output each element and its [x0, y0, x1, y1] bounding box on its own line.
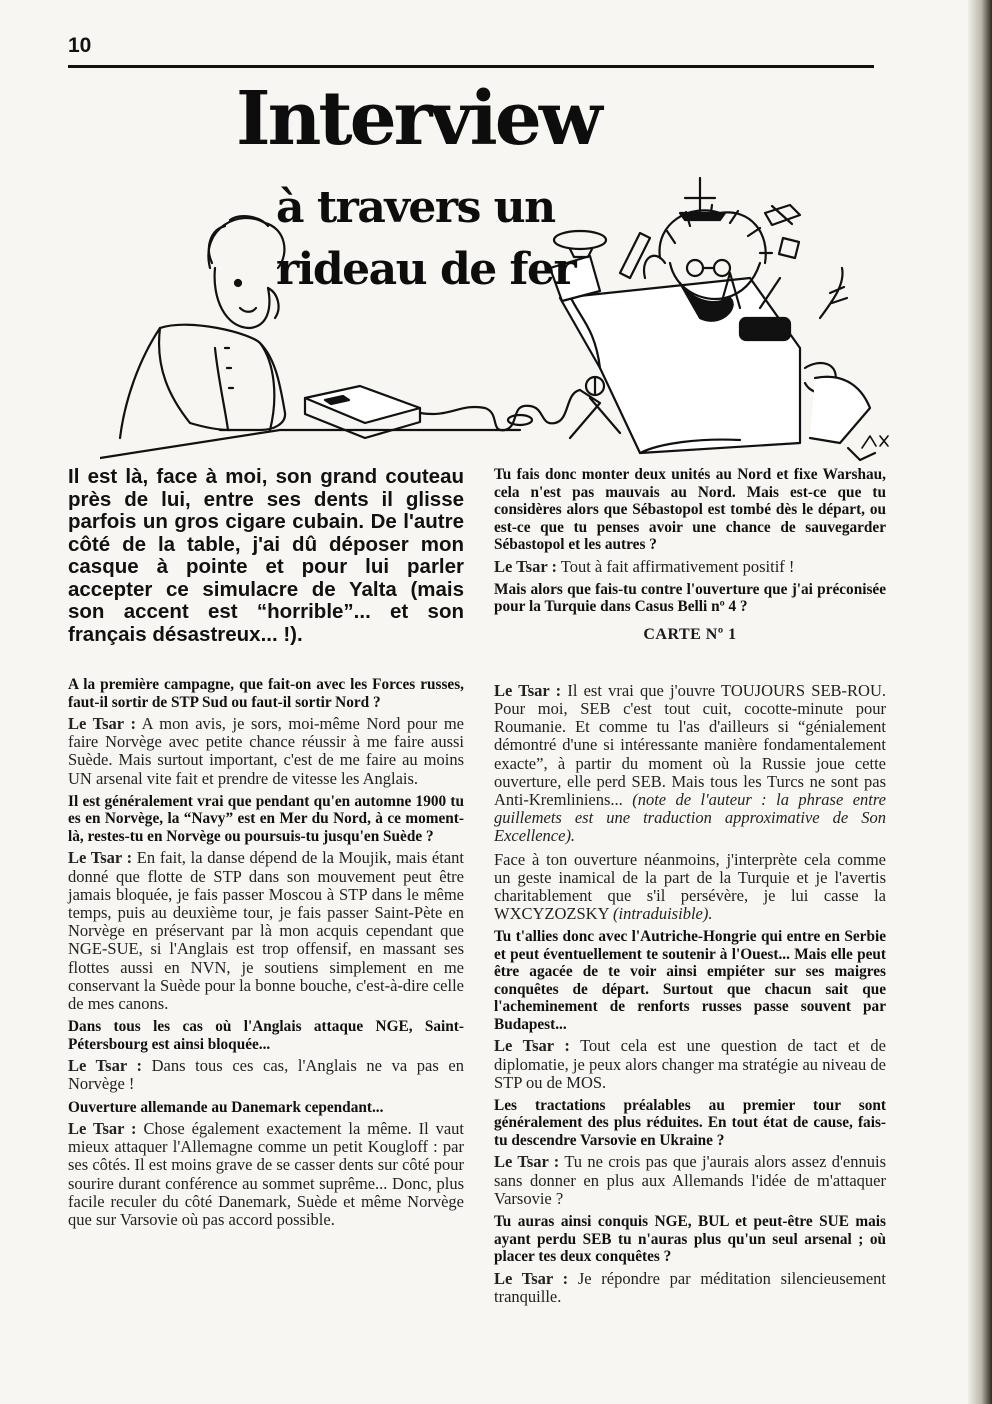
answer — [68, 1057, 464, 1093]
answer-text: Tout cela est une question de tact et de diplomatie, je peux alors changer ma stratégie au niveau de STP ou de MOS. — [494, 1036, 887, 1092]
answer — [494, 1270, 886, 1306]
answer — [494, 1037, 886, 1092]
answer-text: Il est vrai que j'ouvre TOUJOURS SEB-ROU. Pour moi, SEB c'est tout cuit, cocotte-minute pour Roumanie. Et comme tu l'as d'ailleurs si “génialement démontré d'une si intéressante manière fondamentalement exacte”, à partir du moment où la Russie joue cette ouverture, elle perd SEB. Mais tous les Turcs ne sont pas Anti-Kremliniens... — [494, 680, 887, 809]
subtitle-line-2: rideau de fer — [276, 244, 576, 295]
page-number: 10 — [68, 34, 92, 57]
answer — [68, 715, 464, 788]
answer-text: Tu ne crois pas que j'aurais alors assez d'ennuis sans donner en plus aux Allemands l'idée de m'attaquer Varsovie ? — [494, 1152, 887, 1208]
answer-text: Face à ton ouverture néanmoins, j'interprète cela comme un geste inamical de la part de la Turquie et je l'avertis charitablement que s'il persévère, je lui casse la WXCYZOZSKY — [494, 849, 886, 924]
answer — [68, 849, 464, 1013]
speaker-label: Le Tsar : — [68, 714, 136, 733]
question: Tu t'allies donc avec l'Autriche-Hongrie qui entre en Serbie et peut éventuellement te soutenir à l'Ouest... Mais elle peut être agacée de te voir ainsi empiéter sur ses maigres conquêtes de départ. Surtout que chacun sait que l'acheminement de renforts russes passe souvent par Budapest... — [494, 928, 886, 1033]
map-caption: CARTE Nº 1 — [643, 625, 737, 643]
question: Tu auras ainsi conquis NGE, BUL et peut-être SUE mais ayant perdu SEB tu n'auras plus qu'un seul arsenal ; où placer tes deux conquêtes ? — [494, 1213, 886, 1266]
speaker-label: Le Tsar : — [68, 848, 133, 868]
page-title: Interview — [236, 76, 600, 162]
answer — [494, 1153, 886, 1208]
author-note: (note de l'auteur : la phrase entre guillemets est une traduction approximative de Son Excellence). — [494, 789, 887, 846]
answer — [68, 1120, 464, 1229]
question: Il est généralement vrai que pendant qu'en automne 1900 tu es en Norvège, la “Navy” est en Mer du Nord, à ce moment-là, restes-tu en Norvège ou poursuis-tu jusqu'en Suède ? — [68, 792, 464, 845]
right-column — [494, 466, 886, 1311]
lead-paragraph: Il est là, face à moi, son grand couteau près de lui, entre ses dents il glisse parfois un gros cigare cubain. De l'autre côté de la table, j'ai dû déposer mon casque à pointe et pour lui parler accepter ce simulacre de Yalta (mais son accent est “horrible”... et son français désastreux... !). — [68, 465, 464, 646]
speaker-label: Le Tsar : — [494, 680, 562, 700]
right-man-figure — [550, 205, 875, 460]
left-column — [68, 466, 464, 1234]
answer — [494, 558, 886, 576]
question: Tu fais donc monter deux unités au Nord et fixe Warshau, cela n'est pas mauvais au Nord. Mais est-ce que tu considères alors que Sébastopol est tombé dès le départ, ou est-ce que tu penses avoir une chance de sauvegarder Sébastopol et les autres ? — [494, 466, 886, 553]
answer-text: Tout à fait affirmativement positif ! — [560, 556, 795, 576]
author-note: (intraduisible). — [613, 904, 713, 924]
answer-continued — [494, 851, 886, 924]
speaker-label: Le Tsar : — [494, 1268, 569, 1288]
speaker-label: Le Tsar : — [68, 1119, 137, 1139]
answer-text: Je répondre par méditation silencieusement tranquille. — [494, 1268, 886, 1306]
speaker-label: Le Tsar : — [494, 1152, 560, 1172]
radio-device — [305, 377, 620, 438]
artist-signature — [862, 436, 888, 448]
page-binding-edge — [968, 0, 992, 1404]
speaker-label: Le Tsar : — [68, 1056, 142, 1076]
question: Dans tous les cas où l'Anglais attaque NGE, Saint-Pétersbourg est ainsi bloquée... — [68, 1018, 464, 1053]
question: Ouverture allemande au Danemark cependant... — [68, 1098, 384, 1116]
question: Mais alors que fais-tu contre l'ouverture que j'ai préconisée pour la Turquie dans Casus Belli nº 4 ? — [494, 580, 886, 616]
speaker-label: Le Tsar : — [494, 1036, 570, 1056]
answer-text: En fait, la danse dépend de la Moujik, mais étant donné que flotte de STP dans son mouvement peut être jamais bloquée, je fais passer Moscou à STP dans le même temps, puis au deuxième tour, je fais passer Saint-Pète en Norvège en préservant par là mon acquis cependant que NGE-SUE, si l'Anglais est trop offensif, en massant ses flottes aussi en NVN, je soutiens simplement en me conservant la Suède pour la bonne bouche, c'est-à-dire celle de mes canons. — [68, 848, 464, 1013]
answer-text: Chose également exactement la même. Il vaut mieux attaquer l'Allemagne comme un petit Kougloff : par ses côtés. Il est moins grave de se casser dents sur côté pour sourire durant conférence au sommet suprême... Donc, plus facile reculer du côté Danemark, Suède et même Norvège que sur Varsovie où pas accord possible. — [68, 1119, 464, 1230]
answer — [494, 682, 886, 846]
question: Les tractations préalables au premier tour sont généralement des plus réduites. En tout état de cause, fais-tu descendre Varsovie en Ukraine ? — [494, 1096, 886, 1149]
subtitle-line-1: à travers un — [276, 182, 555, 233]
question: A la première campagne, que fait-on avec les Forces russes, faut-il sortir de STP Sud ou faut-il sortir Nord ? — [68, 676, 464, 711]
speaker-label: Le Tsar : — [494, 556, 557, 576]
header-rule — [68, 65, 874, 68]
answer-text: A mon avis, je sors, moi-même Nord pour me faire Norvège avec petite chance réussir à me faire aussi Suède. Mais surtout important, c'est de me faire au moins UN arsenal vite fait et prendre de vitesse les Anglais. — [68, 714, 464, 788]
answer-text: Dans tous ces cas, l'Anglais ne va pas en Norvège ! — [68, 1056, 465, 1094]
